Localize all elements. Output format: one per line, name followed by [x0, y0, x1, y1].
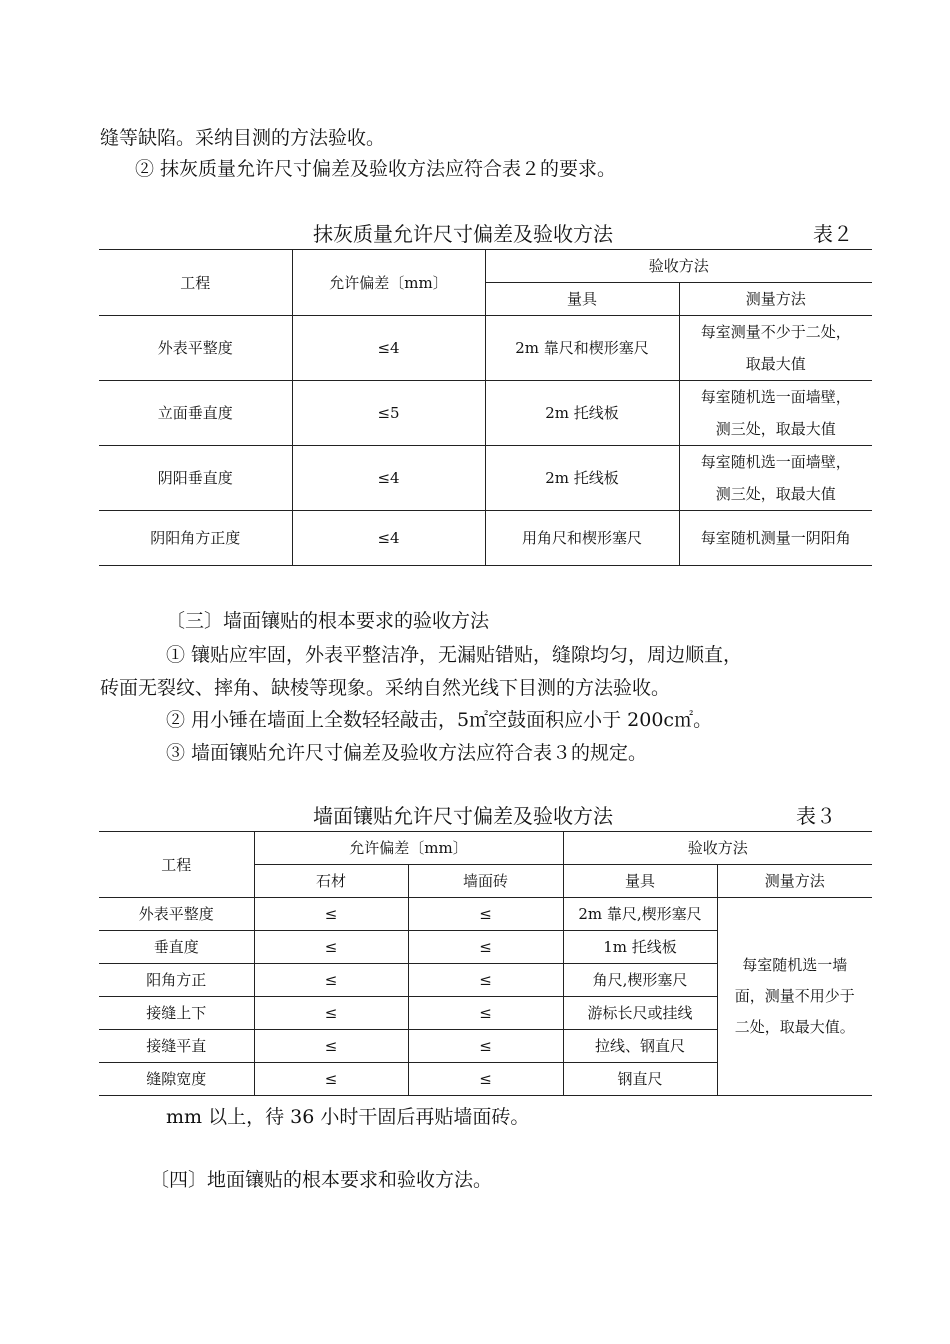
table2-cell-deviation: ≤4	[292, 511, 485, 566]
table-row	[99, 446, 872, 511]
table2-cell-measure: 每室随机测量一阴阳角	[679, 511, 872, 566]
table3-header-measure: 测量方法	[717, 865, 872, 898]
measure-line-1: 每室随机选一面墙壁，	[700, 453, 851, 471]
table3-cell-tile: ≤	[408, 1030, 563, 1063]
table3-cell-stone: ≤	[254, 964, 408, 997]
table3-cell-tile: ≤	[408, 931, 563, 964]
table2-header-item: 工程	[99, 250, 292, 316]
table2-header-measure: 测量方法	[679, 283, 872, 316]
table2-cell-item: 阴阳角方正度	[99, 511, 292, 566]
table3-cell-stone: ≤	[254, 898, 408, 931]
table2-cell-measure	[679, 316, 872, 381]
table3-header-tile: 墙面砖	[408, 865, 563, 898]
paragraph-5: ② 用小锤在墙面上全数轻轻敲击，5㎡空鼓面积应小于 200c㎡。	[166, 709, 713, 731]
table3-title: 墙面镶贴允许尺寸偏差及验收方法	[313, 804, 613, 828]
table3-cell-stone: ≤	[254, 931, 408, 964]
measure-line-1: 每室随机选一墙	[742, 956, 848, 974]
section-heading-3: 〔三〕墙面镶贴的根本要求的验收方法	[166, 610, 490, 632]
table2-cell-item: 阴阳垂直度	[99, 446, 292, 511]
table-2	[99, 249, 872, 566]
table2-header-tool: 量具	[485, 283, 679, 316]
measure-line-2: 测三处，取最大值	[715, 485, 836, 503]
table3-cell-tool: 2m 靠尺,楔形塞尺	[563, 898, 717, 931]
table3-header-item: 工程	[99, 832, 254, 898]
table-row	[99, 898, 872, 931]
table2-header-deviation: 允许偏差〔mm〕	[292, 250, 485, 316]
table2-cell-tool: 2m 托线板	[485, 381, 679, 446]
paragraph-4b: 砖面无裂纹、摔角、缺棱等现象。采纳自然光线下目测的方法验收。	[100, 677, 671, 699]
table3-cell-item: 缝隙宽度	[99, 1063, 254, 1096]
table2-cell-deviation: ≤4	[292, 446, 485, 511]
table2-cell-tool: 2m 靠尺和楔形塞尺	[485, 316, 679, 381]
section-heading-4: 〔四〕地面镶贴的根本要求和验收方法。	[150, 1169, 493, 1191]
table3-cell-tile: ≤	[408, 898, 563, 931]
table3-cell-item: 接缝上下	[99, 997, 254, 1030]
table3-cell-item: 外表平整度	[99, 898, 254, 931]
table3-cell-tool: 1m 托线板	[563, 931, 717, 964]
table2-title: 抹灰质量允许尺寸偏差及验收方法	[313, 222, 613, 246]
table3-cell-tile: ≤	[408, 1063, 563, 1096]
table2-cell-tool: 用角尺和楔形塞尺	[485, 511, 679, 566]
table2-header-method: 验收方法	[485, 250, 872, 283]
measure-line-3: 二处，取最大值。	[734, 1018, 855, 1036]
table2-label: 表２	[813, 222, 853, 246]
paragraph-1: 缝等缺陷。采纳目测的方法验收。	[100, 127, 386, 149]
paragraph-2: ② 抹灰质量允许尺寸偏差及验收方法应符合表２的要求。	[135, 158, 617, 180]
table3-cell-stone: ≤	[254, 1063, 408, 1096]
table3-cell-item: 阳角方正	[99, 964, 254, 997]
table3-cell-tool: 角尺,楔形塞尺	[563, 964, 717, 997]
paragraph-4a: ① 镶贴应牢固，外表平整洁净，无漏贴错贴，缝隙均匀，周边顺直，	[166, 644, 743, 666]
measure-line-1: 每室随机选一面墙壁，	[700, 388, 851, 406]
table3-cell-tile: ≤	[408, 997, 563, 1030]
table3-cell-tool: 游标长尺或挂线	[563, 997, 717, 1030]
measure-line-2: 取最大值	[745, 355, 806, 373]
paragraph-7: mm 以上，待 36 小时干固后再贴墙面砖。	[166, 1106, 530, 1128]
table-3	[99, 831, 872, 1096]
table3-cell-stone: ≤	[254, 1030, 408, 1063]
table2-cell-measure	[679, 446, 872, 511]
table-row	[99, 511, 872, 566]
table3-cell-stone: ≤	[254, 997, 408, 1030]
table3-cell-item: 接缝平直	[99, 1030, 254, 1063]
paragraph-6: ③ 墙面镶贴允许尺寸偏差及验收方法应符合表３的规定。	[166, 742, 648, 764]
table3-header-tool: 量具	[563, 865, 717, 898]
table3-header-stone: 石材	[254, 865, 408, 898]
table3-header-deviation: 允许偏差〔mm〕	[254, 832, 563, 865]
measure-line-2: 面，测量不用少于	[734, 987, 855, 1005]
table2-cell-item: 立面垂直度	[99, 381, 292, 446]
table2-cell-tool: 2m 托线板	[485, 446, 679, 511]
table3-label: 表３	[796, 804, 836, 828]
table2-cell-deviation: ≤5	[292, 381, 485, 446]
table3-cell-tile: ≤	[408, 964, 563, 997]
table2-cell-deviation: ≤4	[292, 316, 485, 381]
table-row	[99, 316, 872, 381]
table3-cell-tool: 钢直尺	[563, 1063, 717, 1096]
table3-cell-measure	[717, 898, 872, 1096]
table-row	[99, 381, 872, 446]
measure-line-1: 每室测量不少于二处，	[700, 323, 851, 341]
measure-line-2: 测三处，取最大值	[715, 420, 836, 438]
table3-header-method: 验收方法	[563, 832, 872, 865]
table2-cell-measure	[679, 381, 872, 446]
table3-cell-item: 垂直度	[99, 931, 254, 964]
table2-cell-item: 外表平整度	[99, 316, 292, 381]
table3-cell-tool: 拉线、钢直尺	[563, 1030, 717, 1063]
